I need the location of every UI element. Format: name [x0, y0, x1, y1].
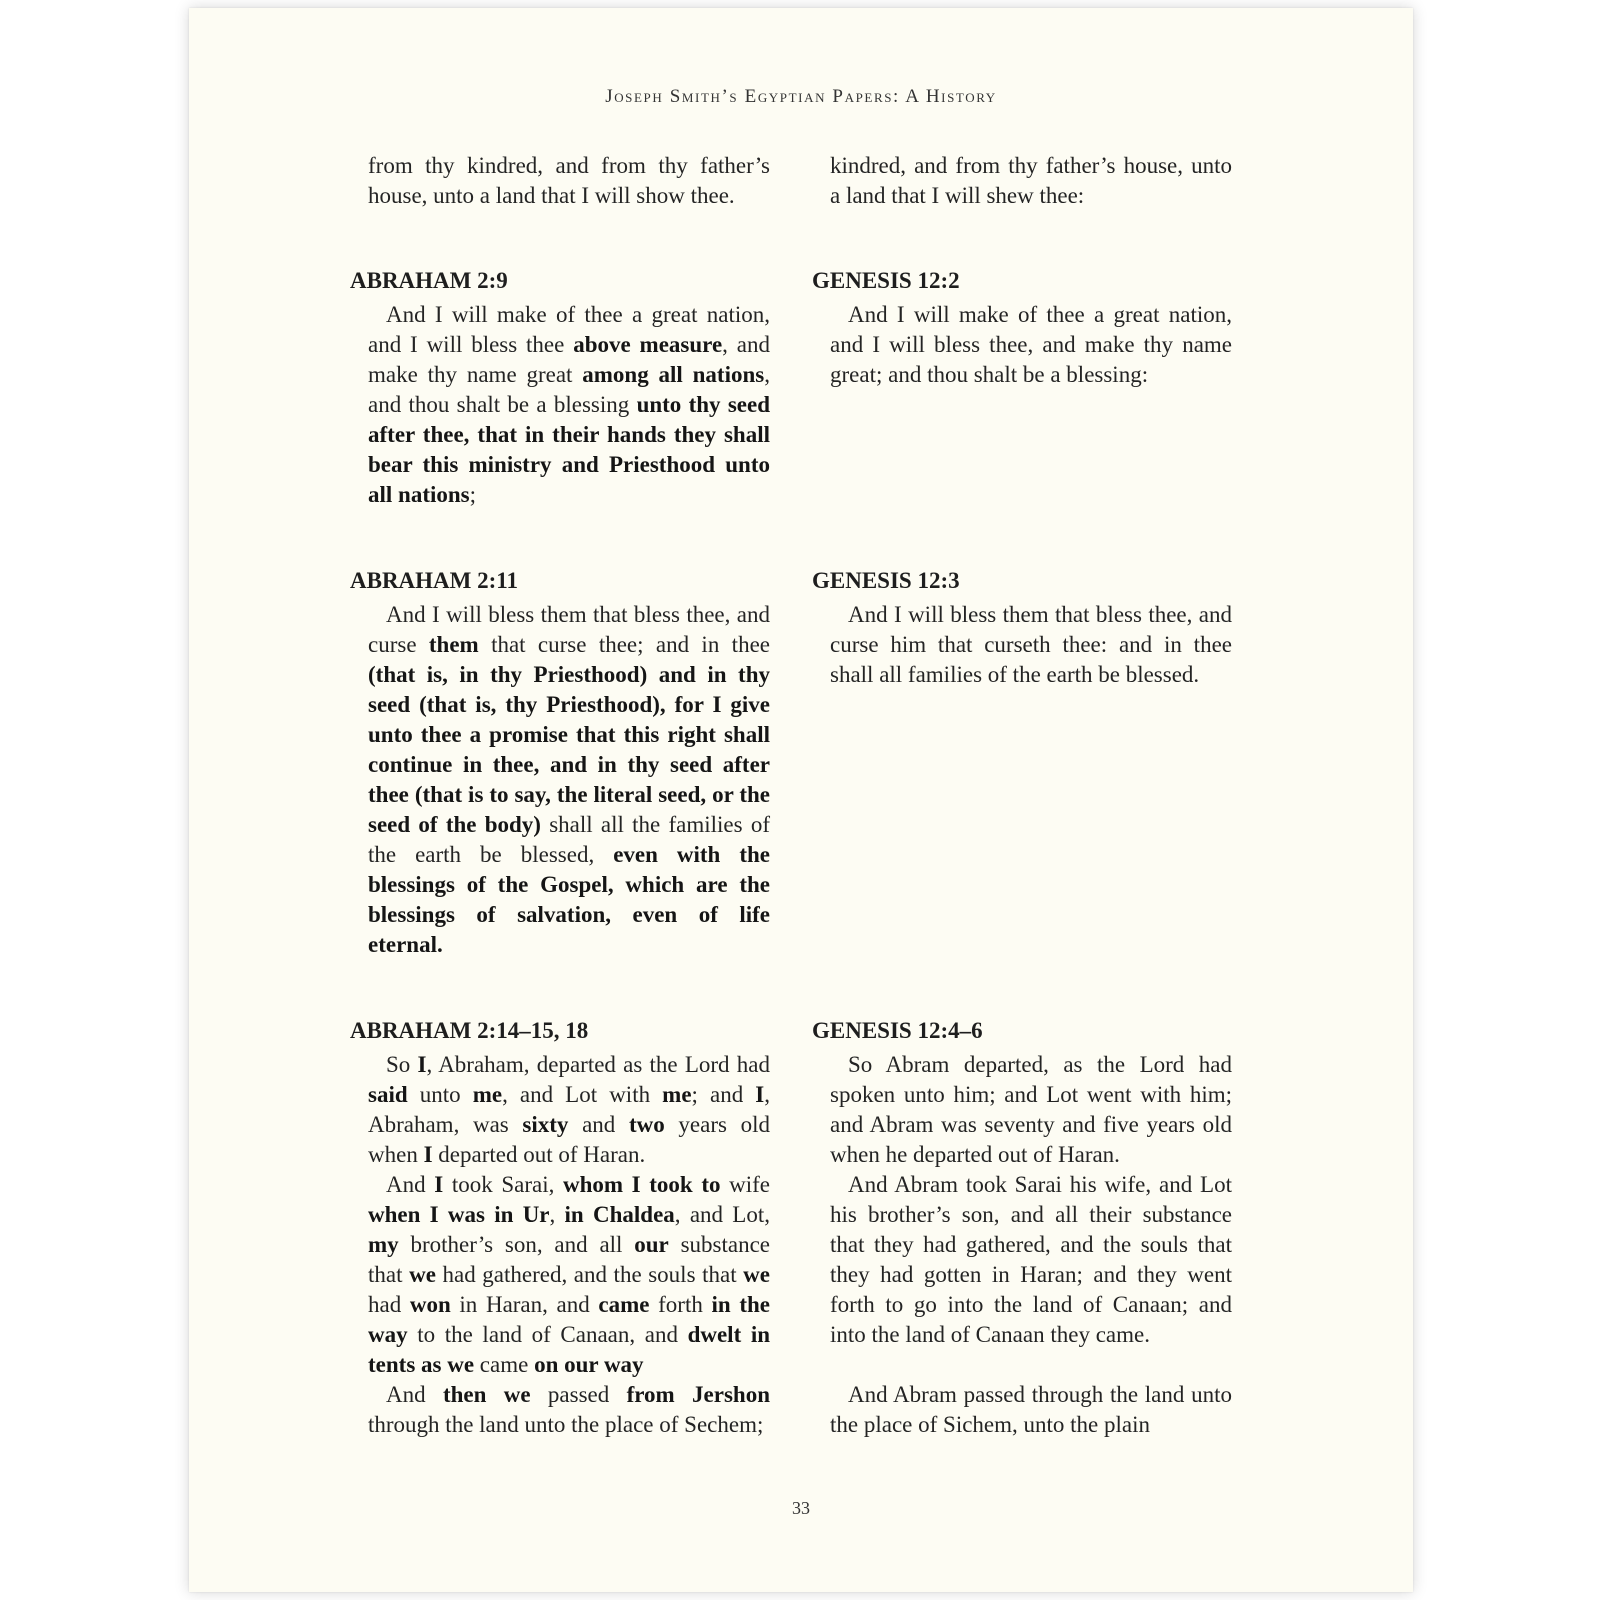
verse-paragraph	[830, 600, 1232, 690]
left-continuation-text	[368, 151, 770, 211]
bold-text-run: I	[417, 1052, 427, 1077]
text-run: came	[474, 1352, 535, 1377]
text-run: And I will bless them that bless thee, and curse him that curseth thee: and in thee shall all families of the earth be blessed.	[830, 602, 1232, 687]
bold-text-run: in Chaldea	[564, 1202, 675, 1227]
right-column	[812, 8, 1232, 1592]
section-text-genesis-12-3	[830, 600, 1232, 690]
verse-paragraph	[830, 1170, 1232, 1350]
bold-text-run: from Jershon	[626, 1382, 770, 1407]
text-run: ; and	[691, 1082, 756, 1107]
bold-text-run: we	[409, 1262, 436, 1287]
bold-text-run: in the way	[368, 1292, 770, 1347]
bold-text-run: above measure	[573, 332, 723, 357]
text-run: wife	[720, 1172, 770, 1197]
text-run: , Abraham, departed as the Lord had	[426, 1052, 770, 1077]
bold-text-run: them	[428, 632, 479, 657]
bold-text-run: me	[472, 1082, 503, 1107]
text-run: , and Lot with	[502, 1082, 663, 1107]
text-run: shall all the families of the earth be blessed,	[368, 812, 770, 867]
section-text-genesis-12-2	[830, 300, 1232, 390]
text-run: So Abram departed, as the Lord had spoken unto him; and Lot went with him; and Abram was seventy and five years old when he departed out of Haran.	[830, 1052, 1232, 1167]
text-run: forth	[649, 1292, 712, 1317]
section-heading-abraham-2-11: ABRAHAM 2:11	[350, 568, 519, 593]
text-run: , Abraham, was	[368, 1082, 770, 1137]
bold-text-run: I	[423, 1142, 433, 1167]
bold-text-run: on our way	[534, 1352, 644, 1377]
bold-text-run: came	[598, 1292, 650, 1317]
text-run: And	[386, 1382, 443, 1407]
text-run: years old when	[368, 1112, 770, 1167]
text-run: had	[368, 1292, 410, 1317]
bold-text-run: me	[662, 1082, 692, 1107]
text-run: through the land unto the place of Sechem;	[368, 1412, 764, 1437]
text-run: that curse thee; and in thee	[478, 632, 770, 657]
verse-paragraph	[368, 300, 770, 510]
bold-text-run: we	[743, 1262, 770, 1287]
text-run: substance that	[368, 1232, 770, 1287]
text-run: unto	[407, 1082, 473, 1107]
section-text-abraham-2-11	[368, 600, 770, 960]
bold-text-run: my	[368, 1232, 399, 1257]
bold-text-run: said	[368, 1082, 408, 1107]
right-continuation-text	[830, 151, 1232, 211]
bold-text-run: (that is, in thy Priesthood) and in thy seed (that is, thy Priesthood), for I give unto thee a promise that this right shall continue in thee, and in thy seed after thee (that is to say, the literal seed, or the seed of the body)	[368, 662, 770, 837]
text-run: , and thou shalt be a blessing	[368, 362, 770, 417]
section-heading-abraham-2-9: ABRAHAM 2:9	[350, 268, 508, 293]
text-run: And Abram took Sarai his wife, and Lot his brother’s son, and all their substance that they had gathered, and the souls that they had gotten in Haran; and they went forth to go into the land of Canaan; and into the land of Canaan they came.	[830, 1172, 1232, 1347]
text-run: and	[568, 1112, 629, 1137]
text-run: , and make thy name great	[368, 332, 770, 387]
bold-text-run: even with the blessings of the Gospel, which are the blessings of salvation, even of life eternal.	[368, 842, 771, 957]
verse-paragraph	[368, 600, 770, 960]
bold-text-run: unto thy seed after thee, that in their hands they shall bear this ministry and Priesthood unto all nations	[368, 392, 770, 507]
section-heading-genesis-12-2: GENESIS 12:2	[812, 268, 960, 293]
text-run: passed	[530, 1382, 627, 1407]
bold-text-run: two	[628, 1112, 665, 1137]
section-text-abraham-2-9	[368, 300, 770, 510]
bold-text-run: I	[755, 1082, 765, 1107]
section-heading-genesis-12-3: GENESIS 12:3	[812, 568, 960, 593]
bold-text-run: when I was in Ur	[368, 1202, 550, 1227]
running-head: Joseph Smith’s Egyptian Papers: A History	[605, 86, 997, 107]
text-run: , and Lot,	[674, 1202, 770, 1227]
bold-text-run: among all nations	[582, 362, 765, 387]
text-run: departed out of Haran.	[432, 1142, 646, 1167]
text-run: So	[386, 1052, 418, 1077]
section-text-abraham-2-14	[368, 1050, 770, 1440]
section-text-genesis-12-4-6	[830, 1050, 1232, 1440]
text-run: And I will make of thee a great nation, and I will bless thee, and make thy name great; and thou shalt be a blessing:	[830, 302, 1232, 387]
verse-paragraph	[368, 1380, 770, 1440]
verse-paragraph	[830, 1380, 1232, 1440]
text-run: And I will make of thee a great nation, and I will bless thee	[368, 302, 770, 357]
text-run: to the land of Canaan, and	[407, 1322, 688, 1347]
text-run: took Sarai,	[443, 1172, 563, 1197]
verse-paragraph	[830, 1050, 1232, 1170]
page-number: 33	[792, 1498, 810, 1518]
continuation-paragraph: kindred, and from thy father’s house, unto a land that I will shew thee:	[830, 153, 1232, 208]
left-column	[350, 8, 770, 1592]
section-heading-genesis-12-4-6: GENESIS 12:4–6	[812, 1018, 983, 1043]
bold-text-run: then we	[442, 1382, 531, 1407]
text-run: had gathered, and the souls that	[435, 1262, 744, 1287]
bold-text-run: won	[409, 1292, 451, 1317]
bold-text-run: our	[634, 1232, 669, 1257]
text-run: And I will bless them that bless thee, and curse	[368, 602, 770, 657]
book-page	[189, 8, 1413, 1592]
bold-text-run: whom I took to	[562, 1172, 721, 1197]
text-run: And Abram passed through the land unto the place of Sichem, unto the plain	[830, 1382, 1232, 1437]
bold-text-run: sixty	[522, 1112, 569, 1137]
continuation-paragraph: from thy kindred, and from thy father’s house, unto a land that I will show thee.	[368, 153, 770, 208]
text-run: ;	[469, 482, 477, 507]
text-run: ,	[549, 1202, 565, 1227]
text-run: brother’s son, and all	[398, 1232, 635, 1257]
verse-paragraph	[368, 1170, 770, 1380]
verse-paragraph	[830, 300, 1232, 390]
text-run: And	[386, 1172, 435, 1197]
bold-text-run: I	[434, 1172, 444, 1197]
section-heading-abraham-2-14: ABRAHAM 2:14–15, 18	[350, 1018, 589, 1043]
text-run: in Haran, and	[450, 1292, 599, 1317]
bold-text-run: dwelt in tents as we	[368, 1322, 771, 1377]
verse-paragraph	[368, 1050, 770, 1170]
